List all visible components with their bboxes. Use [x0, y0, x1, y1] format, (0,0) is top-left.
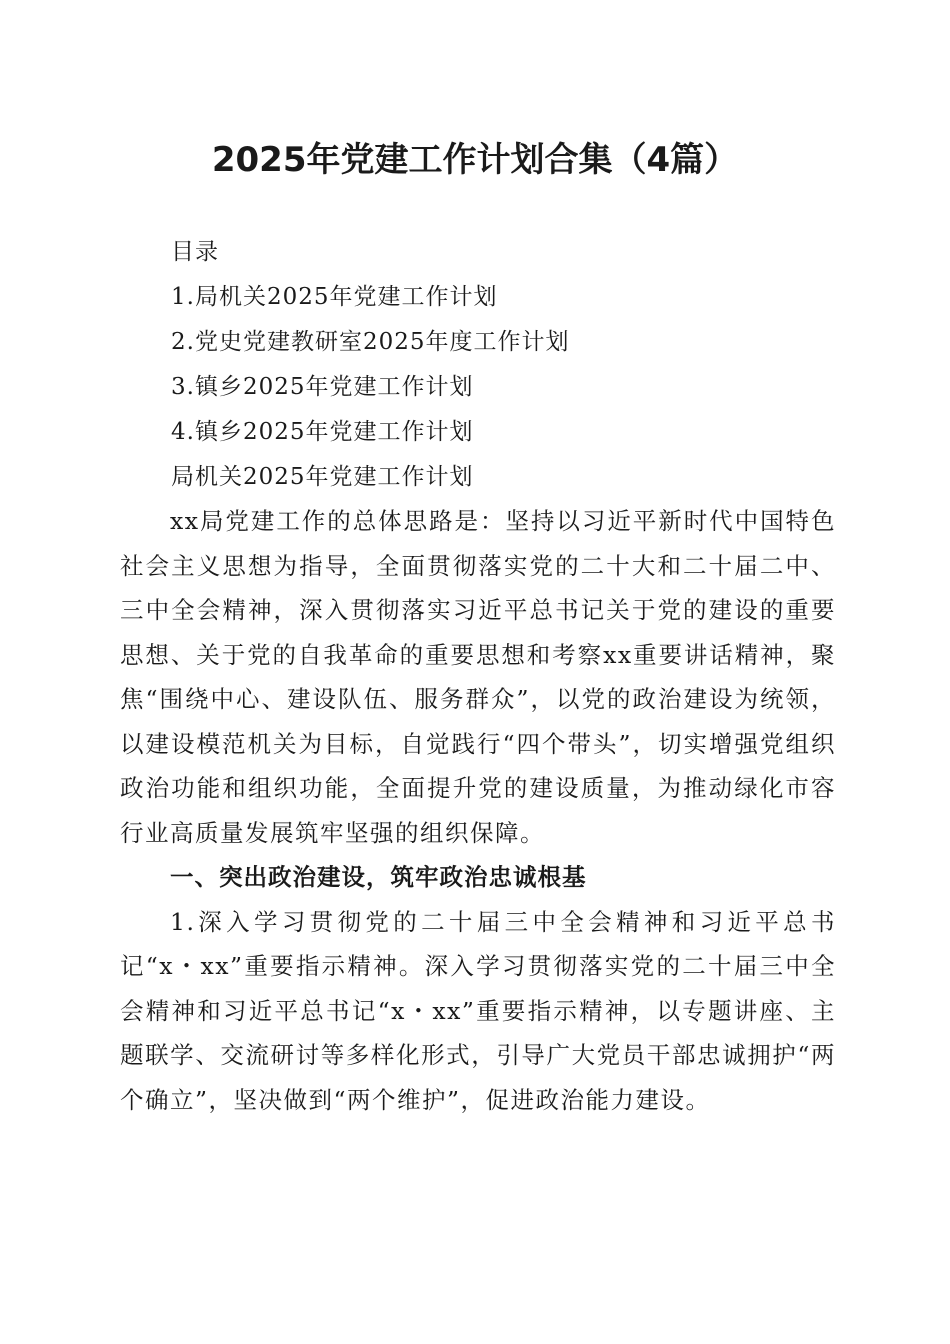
article-body [120, 499, 836, 1122]
intro-paragraph: xx局党建工作的总体思路是：坚持以习近平新时代中国特色社会主义思想为指导，全面贯彻落实党的二十大和二十届二中、三中全会精神，深入贯彻落实习近平总书记关于党的建设的重要思想、关于党的自我革命的重要思想和考察xx重要讲话精神，聚焦“围绕中心、建设队伍、服务群众”，以党的政治建设为统领，以建设模范机关为目标，自觉践行“四个带头”，切实增强党组织政治功能和组织功能，全面提升党的建设质量，为推动绿化市容行业高质量发展筑牢坚强的组织保障。 [120, 507, 836, 847]
toc-item: 3.镇乡2025年党建工作计划 [171, 374, 474, 400]
toc-heading: 目录 [171, 239, 219, 265]
toc-item: 2.党史党建教研室2025年度工作计划 [171, 329, 570, 355]
section-paragraph: 1.深入学习贯彻党的二十届三中全会精神和习近平总书记“x・xx”重要指示精神。深入学习贯彻落实党的二十届三中全会精神和习近平总书记“x・xx”重要指示精神，以专题讲座、主题联学、交流研讨等多样化形式，引导广大党员干部忠诚拥护“两个确立”，坚决做到“两个维护”，促进政治能力建设。 [120, 907, 836, 1114]
toc-item: 4.镇乡2025年党建工作计划 [171, 419, 474, 445]
section-heading: 一、突出政治建设，筑牢政治忠诚根基 [170, 863, 587, 891]
article-title: 局机关2025年党建工作计划 [171, 464, 474, 490]
toc-item: 1.局机关2025年党建工作计划 [171, 284, 498, 310]
document-title: 2025年党建工作计划合集（4篇） [211, 140, 739, 180]
table-of-contents [171, 230, 871, 500]
